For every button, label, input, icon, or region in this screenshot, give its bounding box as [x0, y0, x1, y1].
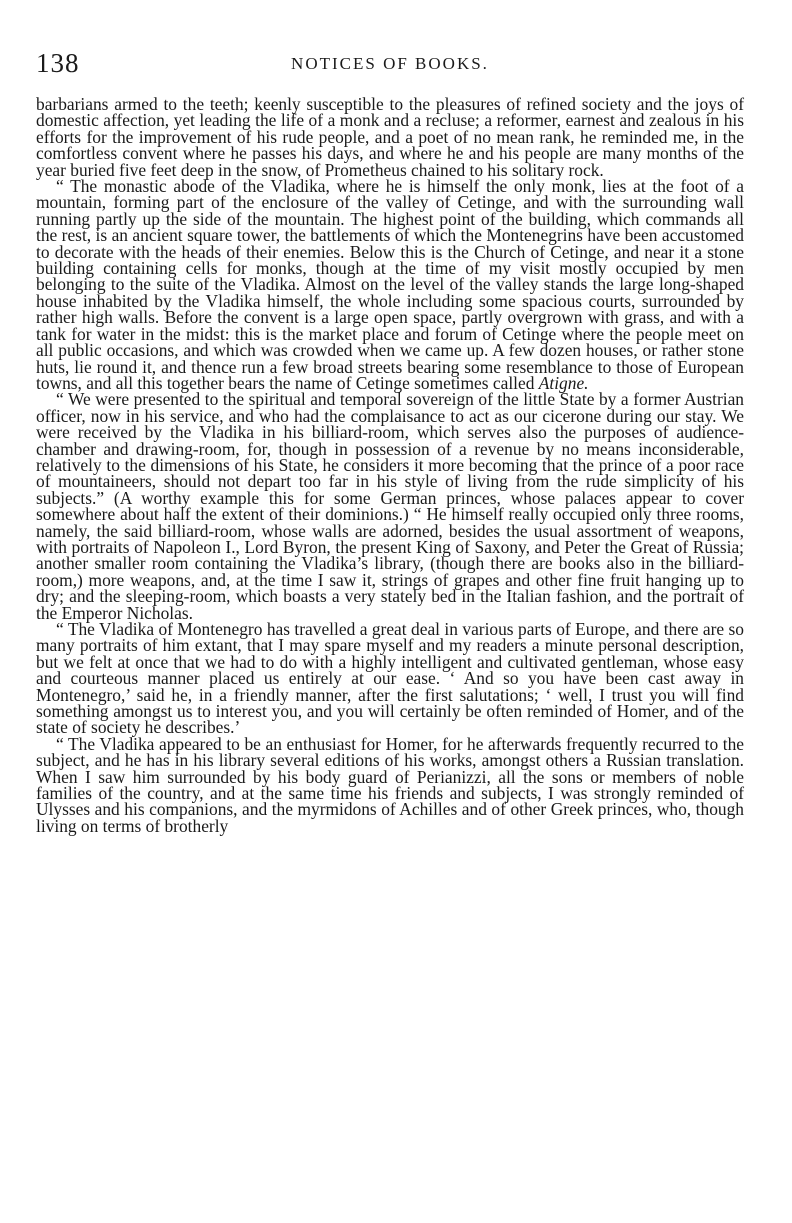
paragraph — [36, 391, 744, 621]
paragraph — [36, 178, 744, 391]
page-header — [36, 50, 744, 82]
paragraph — [36, 733, 744, 836]
place-name-italic: Atigne. — [538, 372, 589, 393]
paragraph-text: barbarians armed to the teeth; keenly susceptible to the pleasures of refined society and the joys of domestic affection, yet leading the life of a monk and a recluse; a reformer, earnest and zealous in his efforts for the improvement of his rude people, and a poet of no mean rank, he reminded me, in the comfortless convent where he passes his days, and where he and his people are many months of the year buried five feet deep in the snow, of Prometheus chained to his solitary rock. — [36, 94, 744, 180]
paragraph — [36, 96, 744, 178]
paragraph — [36, 621, 744, 736]
book-page — [36, 50, 744, 834]
paragraph-text: “ We were presented to the spiritual and temporal sovereign of the little State by a former Austrian officer, now in his service, and who had the complaisance to act as our cicerone during our stay. We were received by the Vladika in his billiard-room, which serves also the purposes of audience-chamber and drawing-room, for, though in possession of a revenue by no means inconsiderable, relatively to the dimensions of his State, he considers it more becoming that the prince of a poor race of mountaineers, should not depart too far in his style of living from the rude simplicity of his subjects.” (A worthy example this for some German princes, whose palaces appear to cover somewhere about half the extent of their dominions.) “ He himself really occupied only three rooms, namely, the said billiard-room, whose walls are adorned, besides the usual assortment of weapons, with portraits of Napoleon I., Lord Byron, the present King of Saxony, and Peter the Great of Russia; another smaller room containing the Vladika’s library, (though there are books also in the billiard-room,) more weapons, and, at the time I saw it, strings of grapes and other fine fruit hanging up to dry; and the sleeping-room, which boasts a very stately bed in the Italian fashion, and the portrait of the Emperor Nicholas. — [36, 389, 744, 623]
paragraph-text: “ The Vladika appeared to be an enthusiast for Homer, for he afterwards frequently recurred to the subject, and he has in his library several editions of his works, amongst others a Russian translation. When I saw him surrounded by his body guard of Perianizzi, all the sons or members of noble families of the country, and at the same time his friends and subjects, I was strongly reminded of Ulysses and his companions, and the myrmidons of Achilles and of other Greek princes, who, though living on terms of brotherly — [36, 733, 744, 836]
paragraph-text: “ The monastic abode of the Vladika, where he is himself the only monk, lies at the foot of a mountain, forming part of the enclosure of the valley of Cetinge, and with the surrounding wall running partly up the side of the mountain. The highest point of the building, which commands all the rest, is an ancient square tower, the battlements of which the Montenegrins have been accustomed to decorate with the heads of their enemies. Below this is the Church of Cetinge, and near it a stone building containing cells for monks, though at the time of my visit mostly occupied by men belonging to the suite of the Vladika. Almost on the level of the valley stands the large long-shaped house inhabited by the Vladika himself, the whole including some spacious courts, surrounded by rather high walls. Before the convent is a large open space, partly overgrown with grass, and with a tank for water in the midst: this is the market place and forum of Cetinge where the people meet on all public occasions, and which was crowded when we came up. A few dozen houses, or rather stone huts, lie round it, and thence run a few broad streets bearing some resemblance to those of European towns, and all this together bears the name of Cetinge sometimes called — [36, 176, 744, 393]
running-title: NOTICES OF BOOKS. — [291, 54, 489, 73]
paragraph-text: “ The Vladika of Montenegro has travelled a great deal in various parts of Europe, and there are so many portraits of him extant, that I may spare myself and my readers a minute personal description, but we felt at once that we had to do with a highly intelligent and cultivated gentleman, whose easy and courteous manner placed us entirely at our ease. ‘ And so you have been cast away in Montenegro,’ said he, in a friendly manner, after the first salutations; ‘ well, I trust you will find something amongst us to interest you, and you will certainly be often reminded of Homer, and of the state of society he describes.’ — [36, 619, 744, 738]
body-text — [36, 96, 744, 834]
page-number: 138 — [36, 48, 80, 78]
